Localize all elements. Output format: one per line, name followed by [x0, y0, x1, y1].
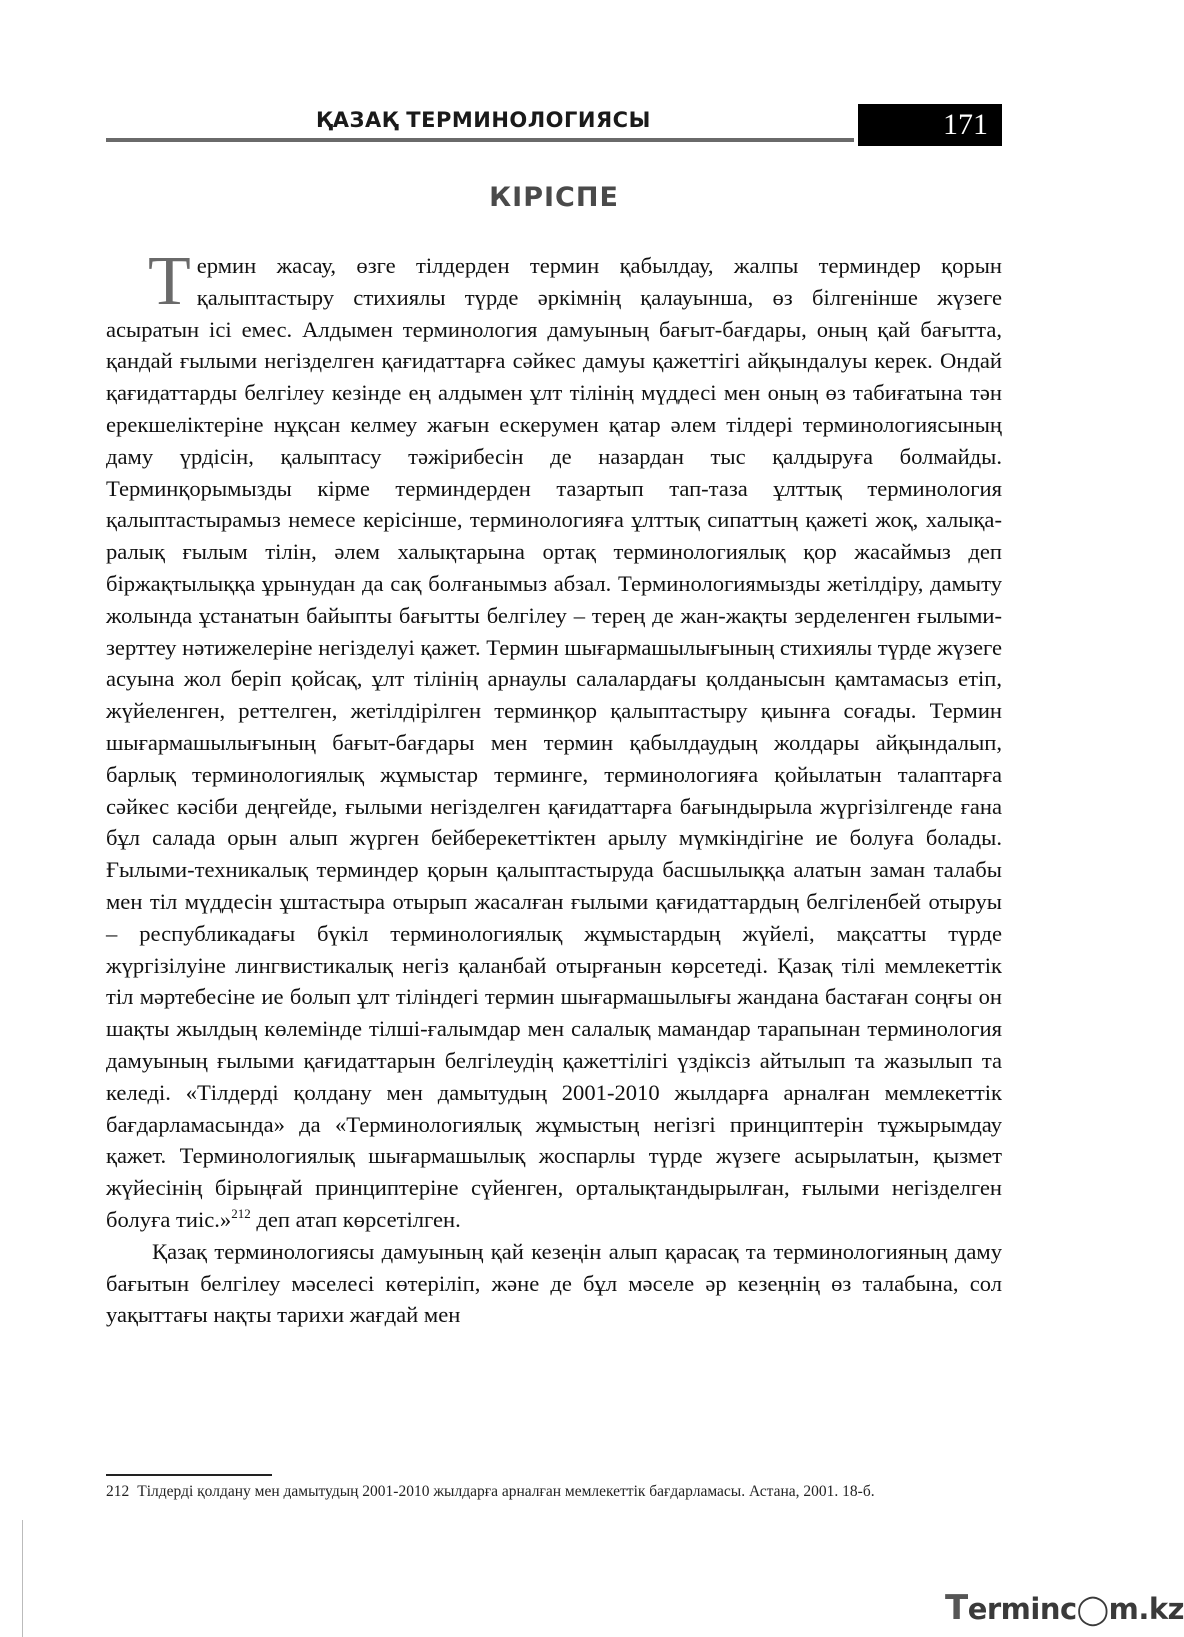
header-rule	[106, 138, 854, 142]
paragraph-1-text: ермин жасау, өзге тілдерден термин қабылдау, жалпы терминдер қорын қалыптастыру стихиялы түрде әркімнің қалауынша, өз білгенінше жүзеге асыратын ісі емес. Алдымен терминология дамуының бағыт-бағдары, оның қай бағытта, қандай ғылыми негізделген қағидаттарға сәйкес дамуы қажеттігі айқындалуы керек. Ондай қағидаттарды белгілеу кезінде ең алдымен ұлт тілінің мүддесі мен оның өз табиғатына тән ерекшеліктеріне нұқсан келмеу жағын ескерумен қатар әлем тілдері терминологиясының даму үрдісін, қалыптасу тәжірибесін де назардан тыс қалдыруға болмайды. Терминқорымызды кірме терминдерден тазартып тап-таза ұлттық терминология қалыптастырамыз немесе керісінше, терминологияға ұлттық сипаттың қажеті жоқ, халықаралық ғылым тілін, әлем халықтарына ортақ терминологиялық қор жасаймыз деп біржақтылыққа ұрынудан да сақ болғанымыз абзал. Терминологиямызды жетілдіру, дамыту жолында ұстанатын байыпты бағытты белгілеу – терең де жан-жақты зерделенген ғылыми-зерттеу нәтижелеріне негізделуі қажет. Термин шығармашылығының стихиялы түрде жүзеге асуына жол беріп қойсақ, ұлт тілінің арнаулы салалардағы қолданысын қамтамасыз етіп, жүйеленген, реттелген, жетілдірілген терминқор қалыптастыру қиынға соғады. Термин шығармашылығының бағыт-бағдары мен термин қабылдаудың жолдары айқындалып, барлық терминологиялық жұмыстар терминге, терминологияға қойылатын талаптарға сәйкес кәсіби деңгейде, ғылыми негізделген қағидаттарға бағындырыла жүргізілгенде ғана бұл салада орын алып жүрген бейберекеттіктен арылу мүмкіндігіне ие болуға болады. Ғылыми-техникалық терминдер қорын қалыптастыруда басшылыққа алатын заман талабы мен тіл мүддесін ұштастыра отырып жасалған ғылыми қағидаттардың белгіленбей отыруы – республикадағы бүкіл терминологиялық жұмыстардың жүйелі, мақсатты түрде жүргізілуіне лингвистикалық негіз қаланбай отырғанын көрсетеді. Қазақ тілі мемлекеттік тіл мәртебесіне ие болып ұлт тіліндегі термин шығармашылығы жандана бастаған соңғы он шақты жылдың көлемінде тілші-ғалымдар мен салалық мамандар тарапынан терминология дамуының ғылыми қағидаттарын белгілеудің қажеттілігі үздіксіз айтылып та жазылып та келеді. «Тілдерді қолдану мен дамытудың 2001-2010 жылдарға арналған мемлекеттік бағдарламасында» да «Терминологиялық жұмыстың негізгі принциптерін тұжырымдау қажет. Терминологиялық шығармашылық жоспарлы түрде жүзеге асырылатын, қызмет жүйесінің бірыңғай принциптеріне сүйенген, орталықтандырылған, ғылыми негізделген болуға тиіс.»	[106, 253, 1002, 1232]
watermark-logo	[945, 1588, 1184, 1630]
paragraph-2: Қазақ терминологиясы дамуының қай кезеңін алып қарасақ та терминологияның даму бағытын белгілеу мәселесі көтеріліп, және де бұл мәселе әр кезеңнің өз талабына, сол уақыттағы нақты тарихи жағдай мен	[106, 1238, 1002, 1328]
watermark-first-letter: T	[945, 1588, 968, 1628]
footnote-number: 212	[106, 1483, 130, 1500]
footnote	[106, 1480, 1002, 1504]
footnote-rule	[106, 1474, 272, 1476]
drop-cap: Т	[148, 243, 191, 320]
footnote-text: Тілдерді қолдану мен дамытудың 2001-2010 жылдарға арналған мемлекеттік бағдарламасы. Астана, 2001. 18-б.	[137, 1483, 875, 1500]
page-number: 171	[858, 104, 1002, 146]
footnote-reference[interactable]: 212	[231, 1205, 251, 1221]
section-heading: КІРІСПЕ	[489, 182, 619, 213]
running-title: ҚАЗАҚ ТЕРМИНОЛОГИЯСЫ	[316, 108, 651, 132]
body-text	[106, 243, 1002, 1331]
watermark-rest: erminc◯m.kz	[967, 1592, 1184, 1626]
paragraph-1-text-end: деп атап көрсетілген.	[250, 1206, 461, 1232]
running-header	[106, 104, 1002, 146]
paragraph-1	[106, 243, 1002, 1236]
watermark-text	[945, 1588, 1184, 1628]
margin-line	[22, 1520, 23, 1637]
